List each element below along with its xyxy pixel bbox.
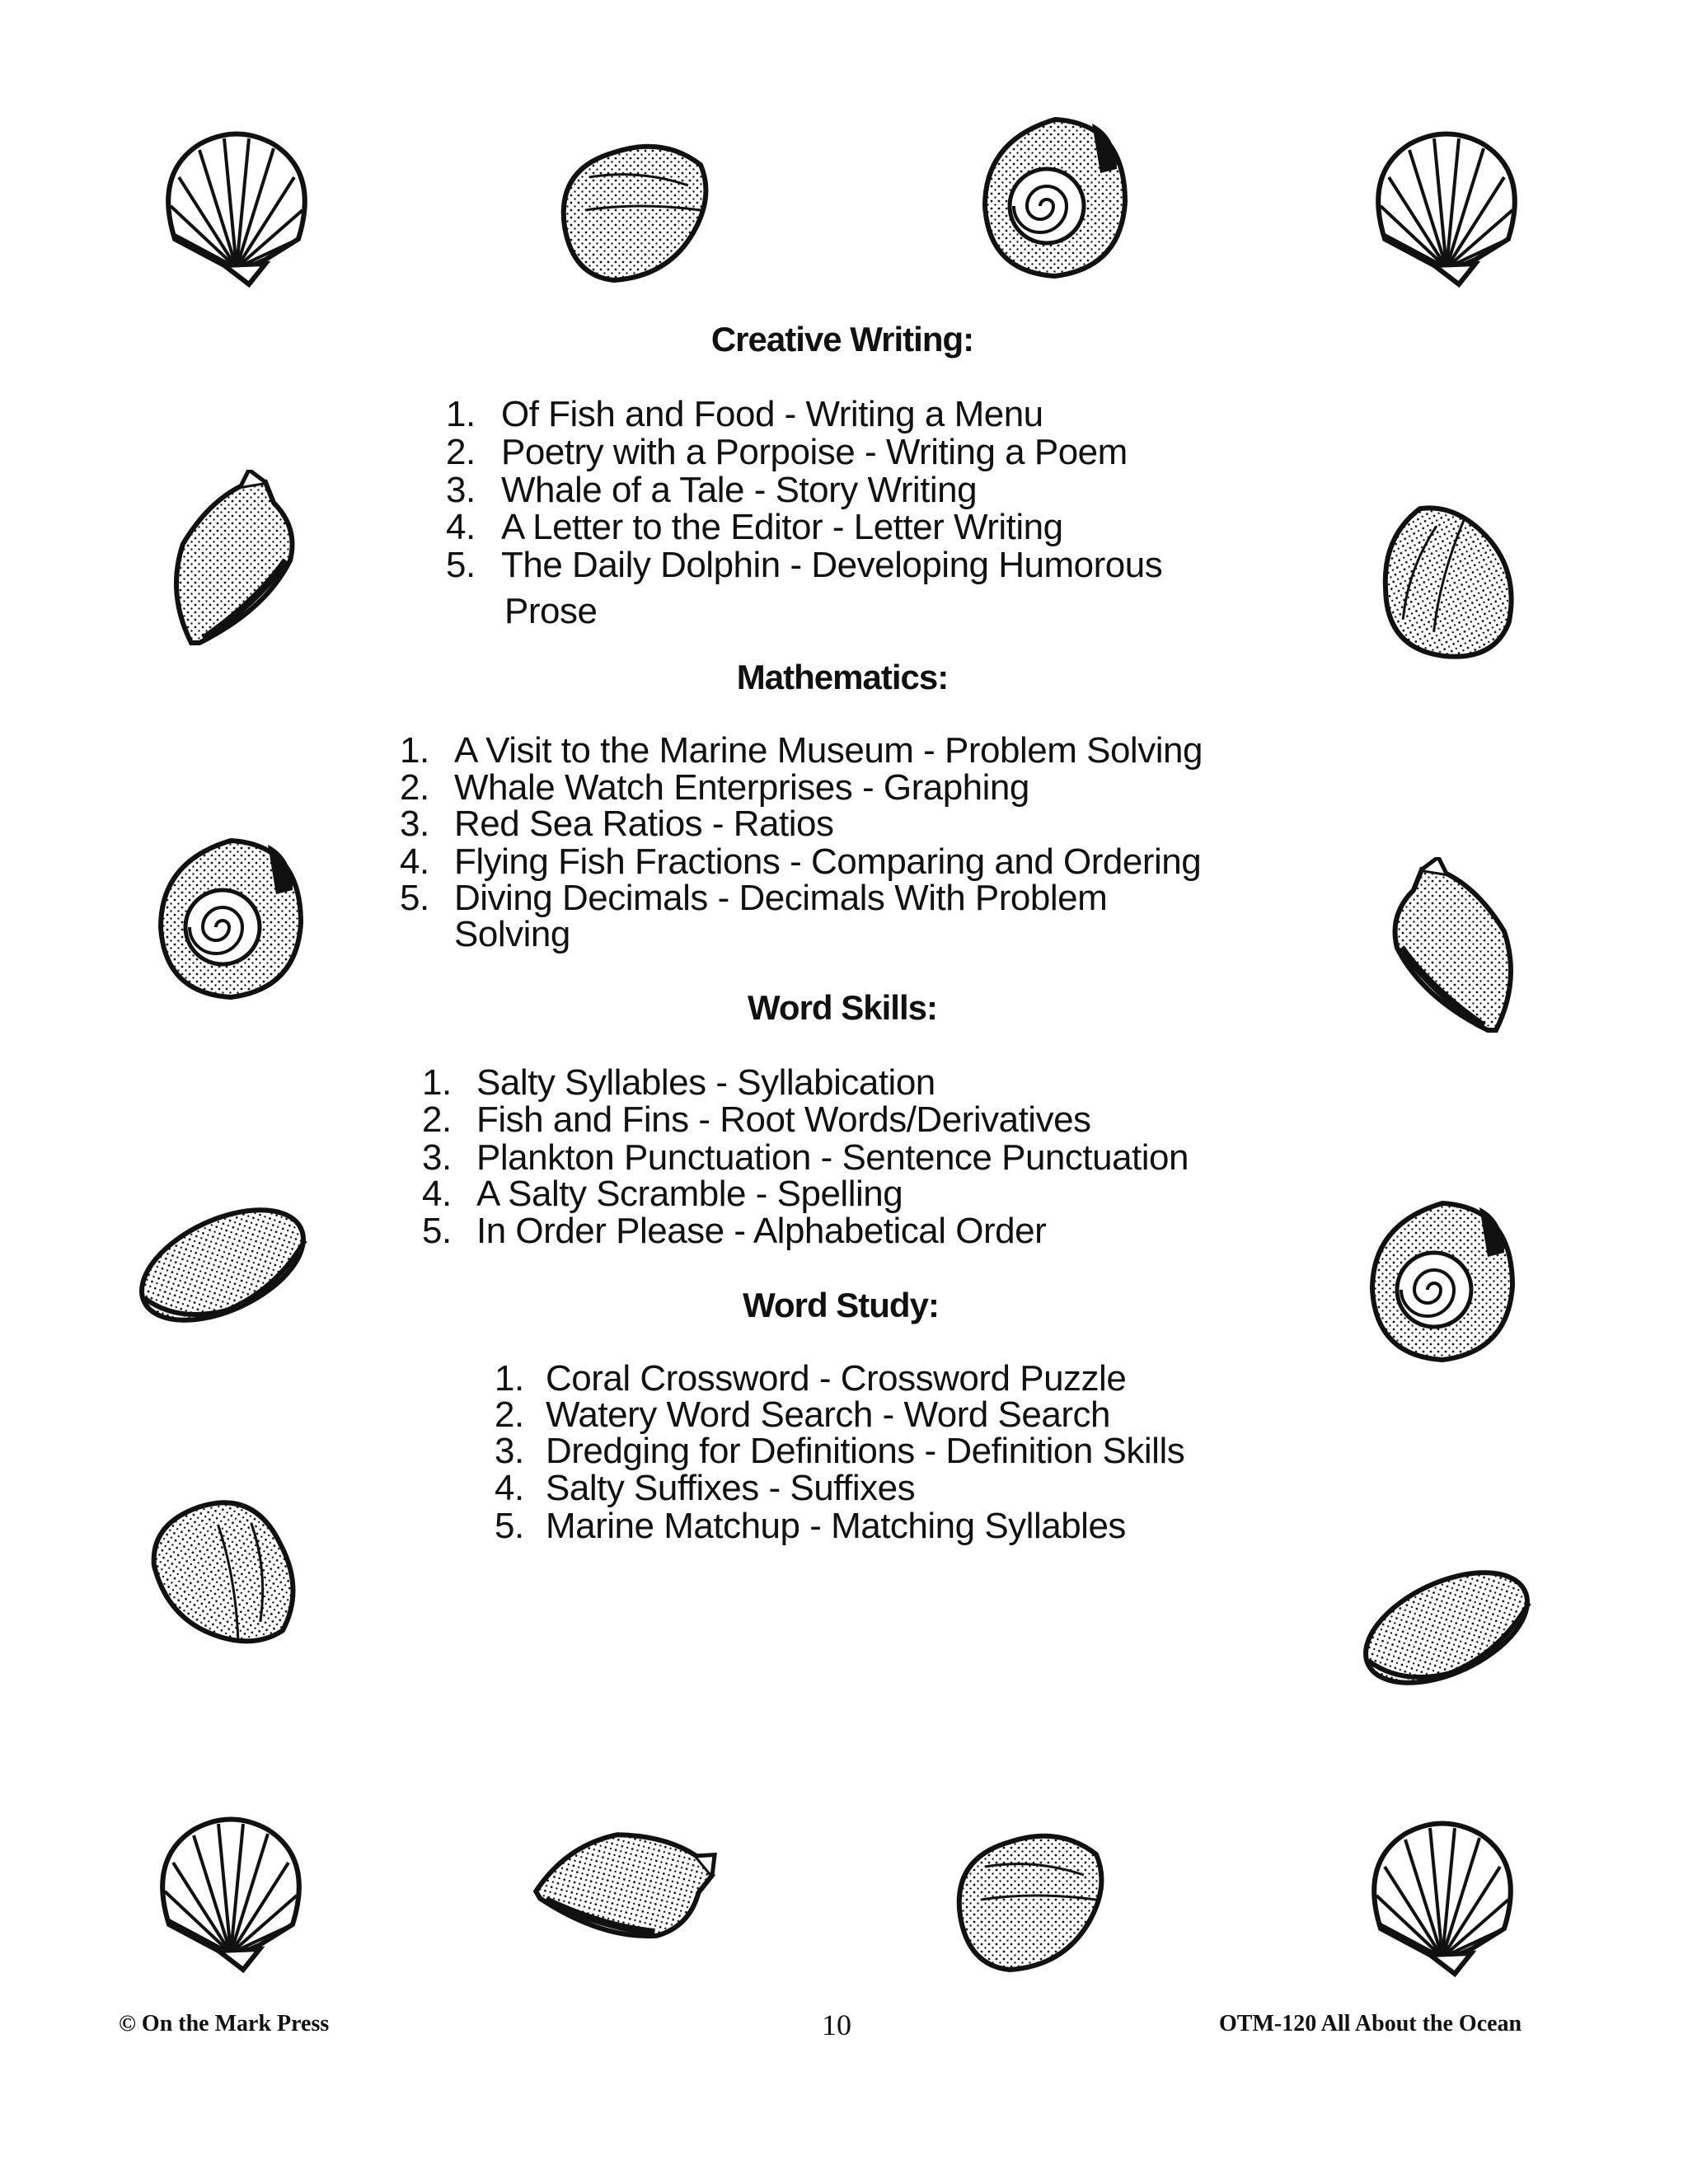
conch-shell-icon	[532, 1797, 721, 1986]
section-heading-word-study: Word Study:	[743, 1286, 939, 1324]
item-number: 2.	[446, 432, 476, 472]
item-number: 5.	[422, 1211, 452, 1251]
item-text: A Salty Scramble - Spelling	[476, 1174, 903, 1214]
scallop-shell-icon	[1348, 1805, 1537, 1994]
item-number: 4.	[422, 1174, 452, 1214]
item-text: Red Sea Ratios - Ratios	[454, 804, 834, 844]
item-number: 4.	[495, 1468, 524, 1508]
scallop-shell-icon	[1352, 115, 1541, 305]
item-number: 1.	[495, 1358, 524, 1399]
section-heading-creative-writing: Creative Writing:	[710, 320, 974, 359]
item-text: A Letter to the Editor - Letter Writing	[501, 507, 1063, 547]
item-text: Watery Word Search - Word Search	[546, 1394, 1110, 1435]
item-text: Flying Fish Fractions - Comparing and Ordering	[454, 841, 1202, 882]
item-text: Fish and Fins - Root Words/Derivatives	[476, 1099, 1091, 1140]
item-number: 4.	[400, 841, 429, 882]
nautilus-shell-icon	[136, 824, 326, 1014]
item-text: Of Fish and Food - Writing a Menu	[501, 394, 1043, 434]
item-text: A Visit to the Marine Museum - Problem Solving	[454, 730, 1203, 771]
whelk-shell-icon	[540, 120, 729, 309]
item-text: Marine Matchup - Matching Syllables	[546, 1506, 1126, 1546]
item-number: 4.	[446, 507, 476, 547]
item-text: Whale of a Tale - Story Writing	[501, 470, 978, 510]
item-number: 5.	[495, 1506, 524, 1546]
item-number: 3.	[495, 1431, 524, 1471]
item-number: 2.	[495, 1394, 524, 1435]
nautilus-shell-icon	[960, 103, 1150, 293]
item-number: 3.	[446, 470, 476, 510]
item-text: The Daily Dolphin - Developing Humorous	[501, 545, 1163, 585]
nautilus-shell-icon	[1348, 1187, 1537, 1376]
conch-shell-icon	[142, 470, 331, 659]
clam-shell-icon	[128, 1174, 317, 1364]
footer-publisher: © On the Mark Press	[119, 2011, 330, 2036]
item-continuation: Solving	[454, 914, 570, 954]
item-number: 5.	[400, 878, 429, 918]
item-number: 3.	[422, 1137, 452, 1178]
item-text: In Order Please - Alphabetical Order	[476, 1211, 1047, 1251]
conch-shell-icon	[1356, 857, 1545, 1047]
item-text: Salty Syllables - Syllabication	[476, 1062, 935, 1103]
item-continuation: Prose	[504, 591, 598, 631]
item-text: Coral Crossword - Crossword Puzzle	[546, 1358, 1127, 1399]
item-text: Whale Watch Enterprises - Graphing	[454, 767, 1029, 808]
item-number: 1.	[400, 730, 429, 771]
scallop-shell-icon	[142, 115, 331, 305]
item-text: Plankton Punctuation - Sentence Punctuation	[476, 1137, 1189, 1178]
whelk-shell-icon	[1356, 490, 1545, 680]
section-heading-word-skills: Word Skills:	[748, 988, 937, 1027]
footer-page-number: 10	[822, 2008, 851, 2041]
item-text: Diving Decimals - Decimals With Problem	[454, 878, 1108, 918]
footer-title: OTM-120 All About the Ocean	[1219, 2011, 1522, 2036]
item-number: 2.	[400, 767, 429, 808]
item-number: 5.	[446, 545, 476, 585]
item-number: 3.	[400, 804, 429, 844]
whelk-shell-icon	[935, 1809, 1125, 1999]
item-text: Dredging for Definitions - Definition Skills	[546, 1431, 1185, 1471]
item-number: 2.	[422, 1099, 452, 1140]
section-heading-mathematics: Mathematics:	[736, 658, 949, 696]
scallop-shell-icon	[136, 1801, 326, 1990]
item-number: 1.	[422, 1062, 452, 1103]
item-text: Poetry with a Porpoise - Writing a Poem	[501, 432, 1128, 472]
clam-shell-icon	[1352, 1537, 1541, 1727]
whelk-shell-icon	[128, 1479, 317, 1669]
item-text: Salty Suffixes - Suffixes	[546, 1468, 916, 1508]
item-number: 1.	[446, 394, 476, 434]
